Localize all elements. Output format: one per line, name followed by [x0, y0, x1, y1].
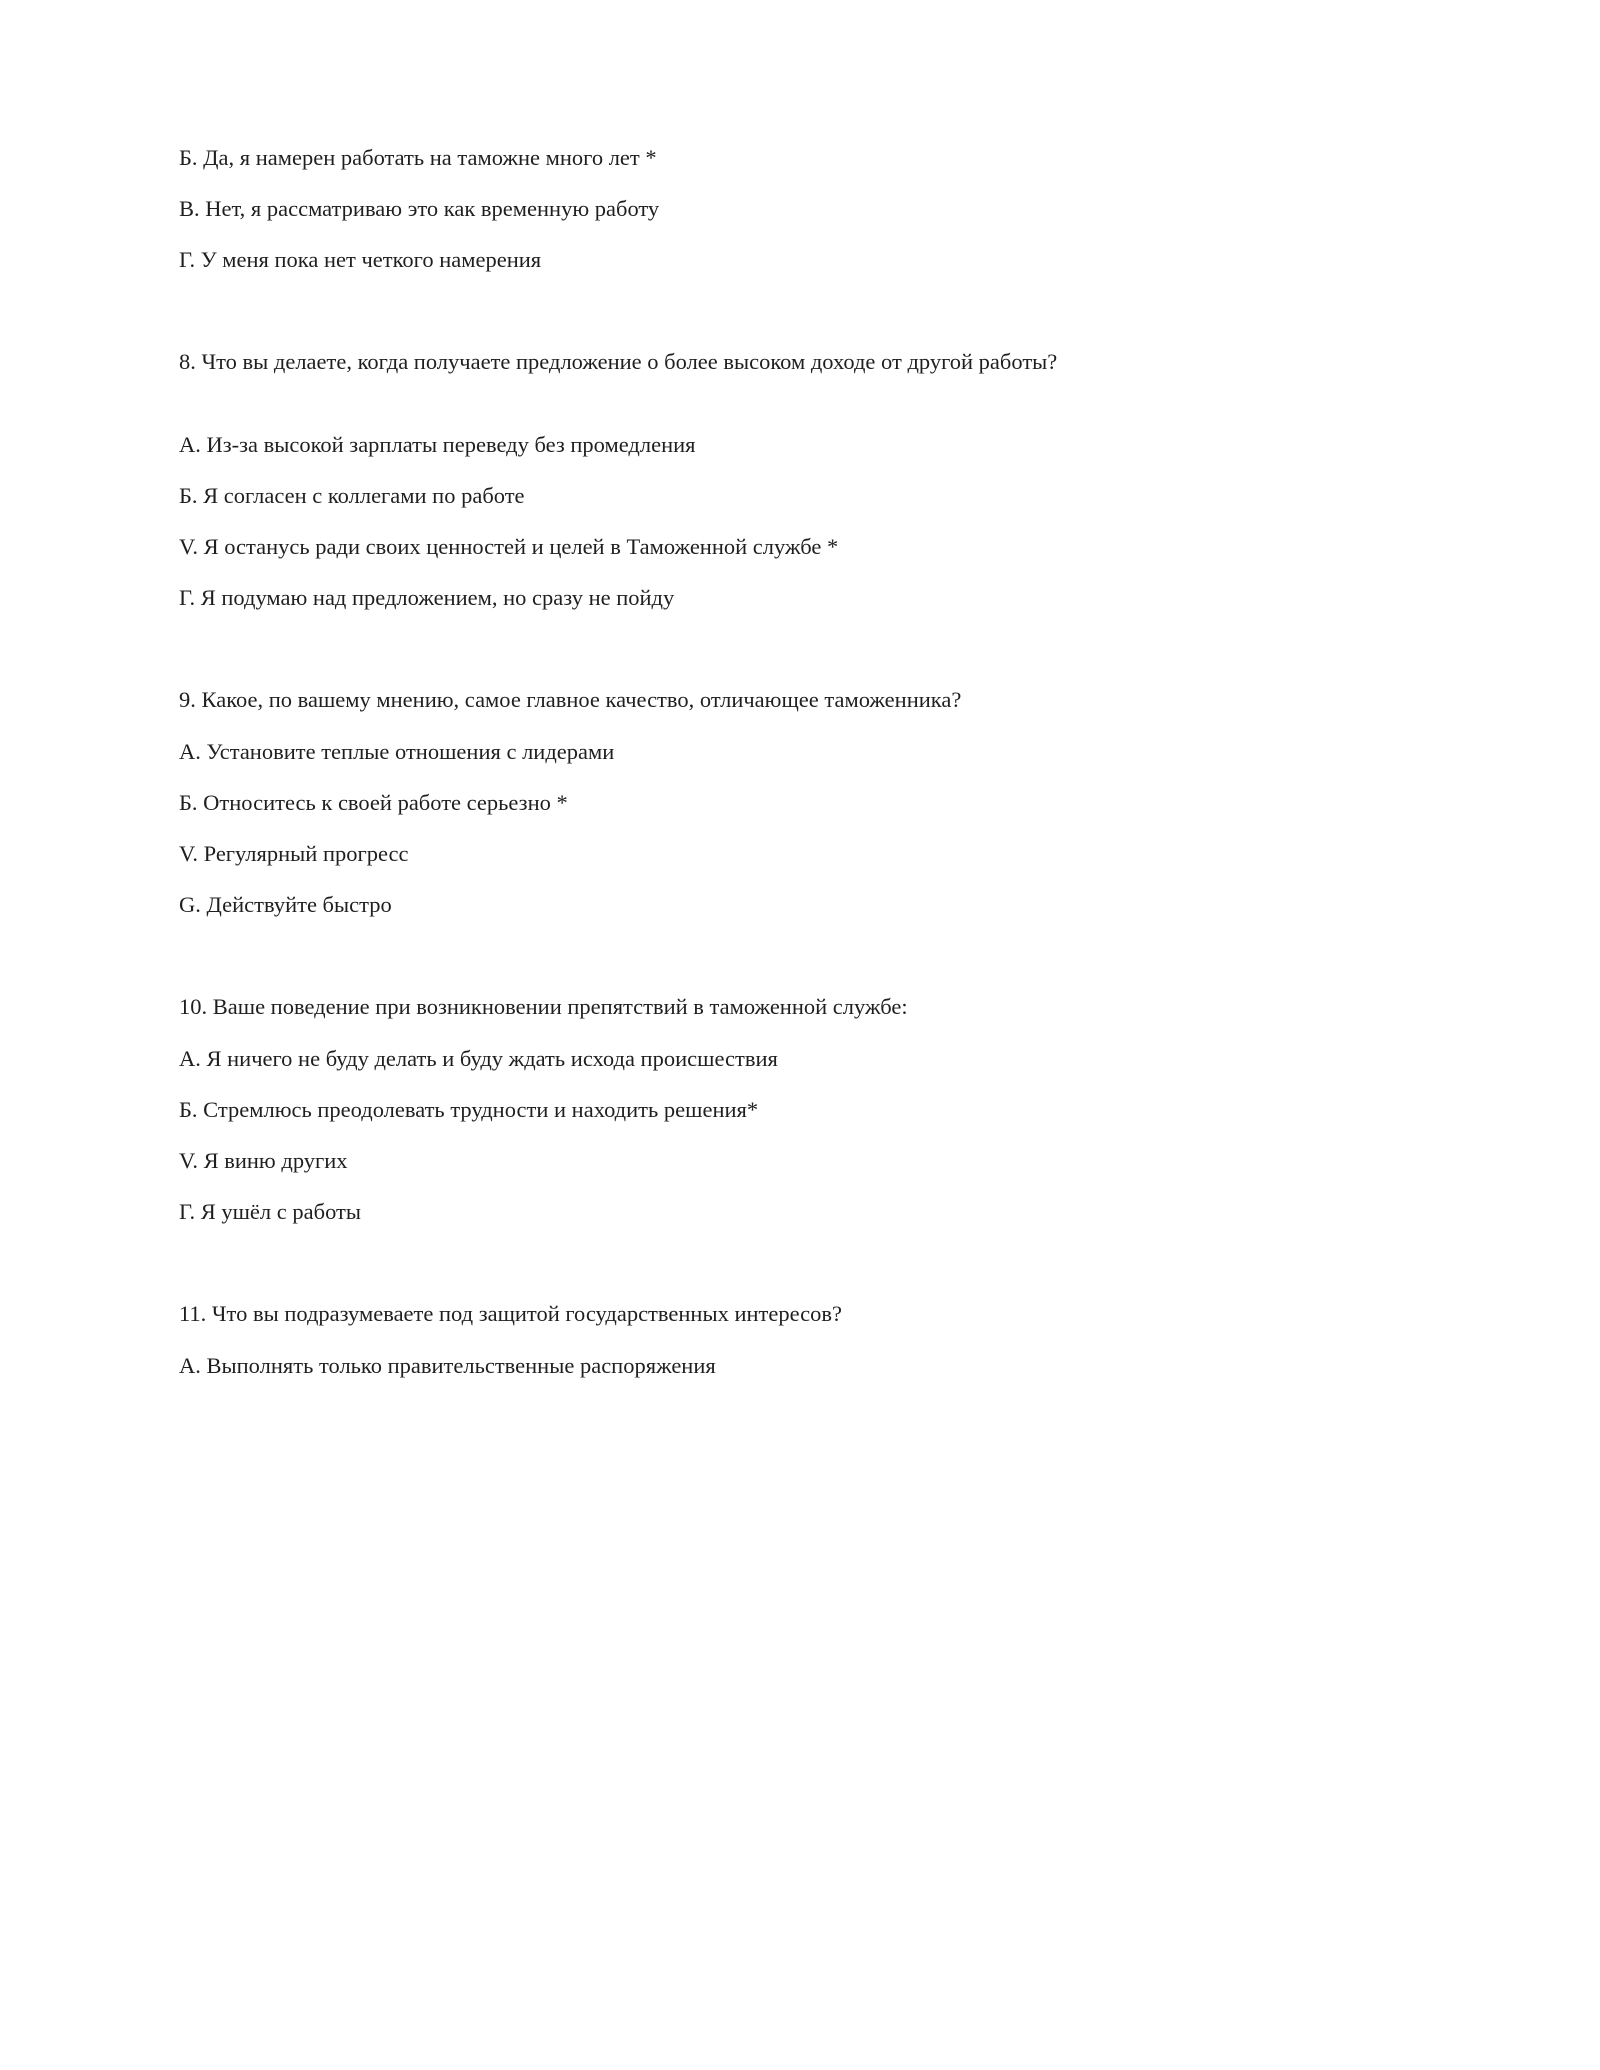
answer-option: А. Из-за высокой зарплаты переведу без промедления	[179, 432, 696, 457]
answer-option: Б. Я согласен с коллегами по работе	[179, 483, 525, 508]
answer-option: А. Я ничего не буду делать и буду ждать исхода происшествия	[179, 1046, 778, 1071]
answer-option: Б. Стремлюсь преодолевать трудности и находить решения*	[179, 1097, 759, 1122]
question-10-text: 10. Ваше поведение при возникновении препятствий в таможенной службе:	[179, 994, 908, 1019]
answer-option: Г. Я ушёл с работы	[179, 1199, 361, 1224]
answer-option: А. Выполнять только правительственные распоряжения	[179, 1353, 716, 1378]
question-8-text: 8. Что вы делаете, когда получаете предложение о более высоком доходе от другой работы?	[179, 349, 1058, 374]
question-11-text: 11. Что вы подразумеваете под защитой государственных интересов?	[179, 1301, 842, 1326]
answer-option: Б. Относитесь к своей работе серьезно *	[179, 790, 568, 815]
answer-option: V. Регулярный прогресс	[179, 841, 409, 866]
answer-option: Б. Да, я намерен работать на таможне много лет *	[179, 145, 657, 170]
answer-option: V. Я виню других	[179, 1148, 348, 1173]
answer-option: V. Я останусь ради своих ценностей и целей в Таможенной службе *	[179, 534, 839, 559]
question-9-text: 9. Какое, по вашему мнению, самое главное качество, отличающее таможенника?	[179, 687, 962, 712]
answer-option: Г. Я подумаю над предложением, но сразу не пойду	[179, 585, 675, 610]
answer-option: G. Действуйте быстро	[179, 892, 392, 917]
answer-option: В. Нет, я рассматриваю это как временную работу	[179, 196, 660, 221]
answer-option: А. Установите теплые отношения с лидерами	[179, 739, 615, 764]
answer-option: Г. У меня пока нет четкого намерения	[179, 247, 542, 272]
